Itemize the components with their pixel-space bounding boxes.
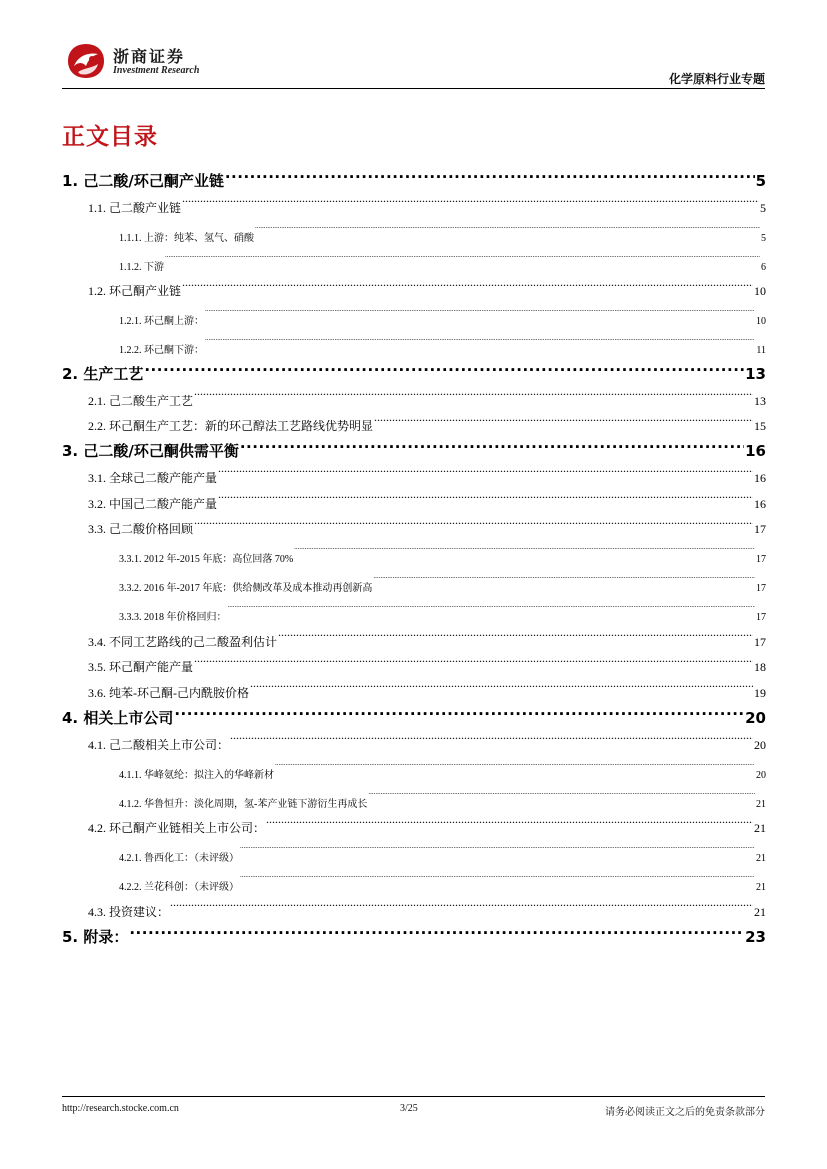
toc-entry-label: 4.3. 投资建议： [88, 904, 170, 919]
toc-entry-label: 1.1.2. 下游 [119, 261, 164, 273]
toc-entry-page: 10 [754, 284, 766, 299]
toc-entry-label: 3.5. 环己酮产能产量 [88, 660, 194, 675]
toc-entry-label: 3.6. 纯苯-环己酮-己内酰胺价格 [88, 685, 249, 700]
toc-dot-leader [266, 807, 753, 833]
toc-entry-level-1[interactable] [62, 697, 766, 727]
toc-entry-level-3[interactable] [62, 295, 766, 328]
toc-entry-page: 20 [754, 737, 766, 752]
footer-page-number: 3/25 [400, 1103, 418, 1114]
toc-entry-label: 4. 相关上市公司 [62, 708, 174, 727]
page-header [0, 0, 827, 92]
footer-divider [62, 1096, 765, 1097]
toc-entry-level-2[interactable] [62, 456, 766, 485]
toc-entry-level-1[interactable] [62, 353, 766, 384]
toc-entry-label: 3.1. 全球己二酸产能产量 [88, 470, 218, 485]
toc-entry-label: 4.1. 己二酸相关上市公司： [88, 737, 230, 752]
toc-entry-label: 3.3.3. 2018 年价格回归： [119, 612, 227, 624]
toc-entry-page: 17 [756, 554, 766, 566]
toc-dot-leader [144, 353, 744, 379]
toc-entry-label: 4.2.1. 鲁西化工：（未评级） [119, 853, 239, 865]
logo-icon [66, 42, 106, 80]
toc-title: 正文目录 [62, 124, 158, 150]
toc-entry-level-2[interactable] [62, 482, 766, 511]
toc-entry-page: 21 [756, 798, 766, 810]
toc-entry-level-3[interactable] [62, 324, 766, 357]
toc-entry-level-3[interactable] [62, 861, 766, 894]
toc-entry-level-2[interactable] [62, 890, 766, 919]
toc-dot-leader [174, 697, 744, 723]
toc-dot-leader [255, 212, 760, 241]
toc-entry-page: 10 [756, 316, 766, 328]
toc-entry-page: 21 [754, 904, 766, 919]
toc-dot-leader [275, 749, 755, 778]
toc-entry-level-1[interactable] [62, 430, 766, 461]
toc-dot-leader [228, 591, 756, 620]
toc-dot-leader [205, 324, 755, 353]
toc-entry-level-3[interactable] [62, 749, 766, 781]
toc-entry-label: 3.3.2. 2016 年-2017 年底：供给侧改革及成本推动再创新高 [119, 583, 373, 595]
toc-entry-label: 2.1. 己二酸生产工艺 [88, 393, 194, 408]
toc-dot-leader [368, 778, 755, 807]
toc-dot-leader [194, 379, 753, 405]
toc-entry-label: 1.2. 环己酮产业链 [88, 284, 182, 299]
toc-entry-page: 6 [761, 261, 766, 273]
toc-entry-label: 4.2. 环己酮产业链相关上市公司： [88, 821, 266, 836]
toc-entry-level-3[interactable] [62, 778, 766, 810]
toc-dot-leader [240, 430, 744, 456]
toc-dot-leader [240, 832, 755, 861]
toc-entry-page: 20 [745, 708, 766, 727]
toc-dot-leader [165, 241, 760, 270]
toc-entry-level-2[interactable] [62, 405, 766, 434]
toc-entry-label: 3.4. 不同工艺路线的己二酸盈利估计 [88, 634, 278, 649]
toc-entry-page: 23 [745, 927, 766, 946]
toc-entry-page: 5 [755, 172, 766, 190]
toc-entry-label: 4.2.2. 兰花科创：（未评级） [119, 882, 239, 894]
toc-entry-page: 21 [756, 853, 766, 865]
toc-entry-label: 2.2. 环己酮生产工艺：新的环己醇法工艺路线优势明显 [88, 419, 374, 434]
toc-entry-page: 19 [754, 685, 766, 700]
toc-entry-level-2[interactable] [62, 508, 766, 537]
toc-entry-page: 18 [754, 660, 766, 675]
toc-dot-leader [225, 160, 755, 186]
toc-dot-leader [129, 916, 744, 942]
footer-disclaimer: 请务必阅读正文之后的免责条款部分 [605, 1107, 765, 1118]
toc-dot-leader [218, 456, 753, 482]
toc-dot-leader [294, 533, 755, 562]
toc-entry-page: 16 [754, 496, 766, 511]
toc-dot-leader [373, 562, 755, 591]
toc-entry-page: 13 [754, 393, 766, 408]
header-divider [62, 88, 765, 89]
toc-entry-page: 16 [754, 470, 766, 485]
toc-entry-level-3[interactable] [62, 562, 766, 595]
toc-entry-label: 1.1. 己二酸产业链 [88, 200, 182, 215]
toc-entry-level-2[interactable] [62, 186, 766, 215]
toc-dot-leader [182, 186, 759, 212]
toc-entry-label: 3.3.1. 2012 年-2015 年底：高位回落 70% [119, 554, 294, 566]
toc-entry-level-2[interactable] [62, 620, 766, 649]
toc-entry-level-1[interactable] [62, 160, 766, 190]
toc-entry-level-2[interactable] [62, 723, 766, 752]
toc-entry-label: 3. 己二酸/环己酮供需平衡 [62, 442, 239, 461]
footer-url[interactable]: http://research.stocke.com.cn [62, 1103, 179, 1114]
report-type: 化学原料行业专题 [668, 72, 765, 86]
toc-entry-level-1[interactable] [62, 916, 766, 946]
toc-entry-level-2[interactable] [62, 671, 766, 700]
toc-entry-page: 16 [745, 442, 766, 461]
toc-entry-page: 13 [745, 365, 766, 384]
logo-text-cn: 浙商证券 [113, 47, 186, 66]
toc-entry-label: 5. 附录： [62, 927, 129, 946]
toc-dot-leader [374, 405, 753, 431]
toc-dot-leader [170, 890, 753, 916]
toc-entry-level-3[interactable] [62, 212, 766, 244]
toc-entry-label: 3.2. 中国己二酸产能产量 [88, 496, 218, 511]
toc-entry-level-3[interactable] [62, 533, 766, 566]
toc-entry-label: 4.1.1. 华峰氨纶：拟注入的华峰新材 [119, 769, 274, 781]
toc-entry-label: 4.1.2. 华鲁恒升：淡化周期，氢-苯产业链下游衍生再成长 [119, 798, 368, 810]
toc-dot-leader [205, 295, 755, 324]
toc-entry-page: 5 [760, 200, 766, 215]
toc-dot-leader [194, 646, 753, 672]
table-of-contents [62, 160, 766, 946]
toc-dot-leader [182, 270, 753, 296]
toc-entry-level-2[interactable] [62, 646, 766, 675]
toc-dot-leader [194, 508, 753, 534]
toc-dot-leader [250, 671, 753, 697]
toc-entry-page: 20 [756, 769, 766, 781]
logo-text-en: Investment Research [113, 65, 200, 76]
toc-entry-label: 1.1.1. 上游：纯苯、氢气、硝酸 [119, 232, 254, 244]
toc-entry-label: 3.3. 己二酸价格回顾 [88, 522, 194, 537]
toc-dot-leader [230, 723, 753, 749]
toc-entry-label: 2. 生产工艺 [62, 365, 144, 384]
toc-entry-level-3[interactable] [62, 591, 766, 624]
toc-entry-page: 17 [754, 522, 766, 537]
toc-entry-level-2[interactable] [62, 807, 766, 836]
toc-entry-page: 21 [756, 882, 766, 894]
toc-entry-label: 1.2.1. 环己酮上游： [119, 316, 204, 328]
toc-entry-page: 21 [754, 821, 766, 836]
toc-entry-page: 15 [754, 419, 766, 434]
toc-entry-page: 17 [756, 612, 766, 624]
toc-entry-label: 1.2.2. 环己酮下游： [119, 345, 204, 357]
toc-dot-leader [240, 861, 755, 890]
toc-entry-page: 11 [756, 345, 766, 357]
toc-entry-page: 17 [754, 634, 766, 649]
toc-entry-level-3[interactable] [62, 832, 766, 865]
toc-entry-level-2[interactable] [62, 379, 766, 408]
toc-entry-level-3[interactable] [62, 241, 766, 273]
toc-entry-page: 17 [756, 583, 766, 595]
toc-dot-leader [218, 482, 753, 508]
toc-entry-label: 1. 己二酸/环己酮产业链 [62, 172, 224, 190]
toc-entry-page: 5 [761, 232, 766, 244]
toc-dot-leader [278, 620, 753, 646]
toc-entry-level-2[interactable] [62, 270, 766, 299]
